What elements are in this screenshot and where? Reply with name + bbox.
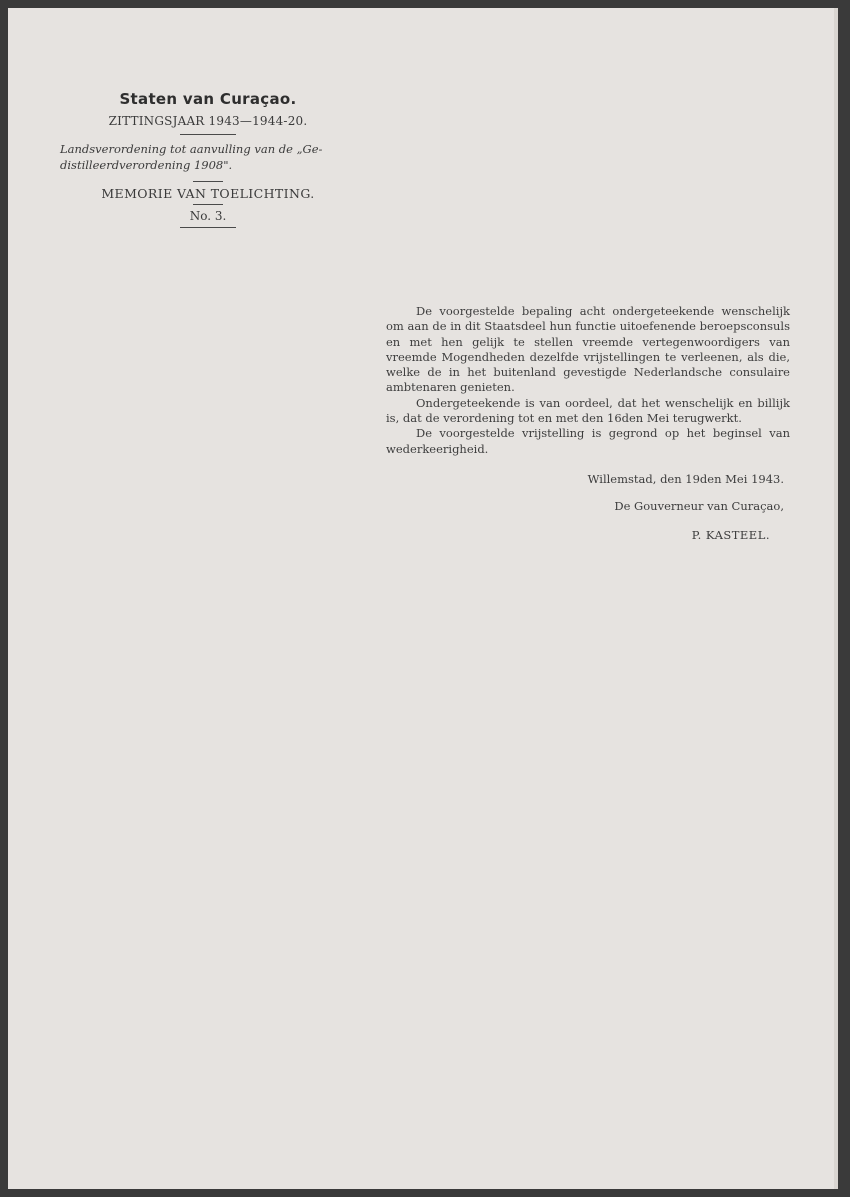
ordinance-title <box>58 141 358 173</box>
document-page <box>8 8 838 1189</box>
paragraph: De voorgestelde vrijstelling is gegrond op het beginsel van wederkeerigheid. <box>386 426 790 456</box>
body-text <box>386 304 790 457</box>
memorie-heading: MEMORIE VAN TOELICHTING. <box>101 186 315 201</box>
org-title: Staten van Curaçao. <box>119 90 297 108</box>
document-number: No. 3. <box>189 209 227 223</box>
page-edge <box>834 8 838 1189</box>
divider <box>180 134 236 135</box>
place-date: Willemstad, den 19den Mei 1943. <box>587 472 784 486</box>
paragraph: De voorgestelde bepaling acht ondergeteekende wenschelijk om aan de in dit Staatsdeel hun functie uitoefenende beroepsconsuls en met hen gelijk te stellen vreemde vertegenwoordigers van vreemde Mogendheden dezelfde vrijstellingen te verleenen, als die, welke de in het buitenland gevestigde Nederlandsche consulaire ambtenaren genieten. <box>386 304 790 395</box>
ordinance-title-line-2: distilleerdverordening 1908". <box>60 158 233 172</box>
divider <box>193 204 223 205</box>
document-header <box>58 88 358 228</box>
divider <box>180 227 236 228</box>
signatory: P. KASTEEL. <box>691 528 770 542</box>
session-number: ZITTINGSJAAR 1943—1944-20. <box>108 114 308 128</box>
governor-title: De Gouverneur van Curaçao, <box>614 499 784 513</box>
ordinance-title-line-1: Landsverordening tot aanvulling van de „Ge- <box>60 142 323 156</box>
divider <box>193 181 223 182</box>
paragraph: Ondergeteekende is van oordeel, dat het wenschelijk en billijk is, dat de verordening tot en met den 16den Mei terugwerkt. <box>386 395 790 426</box>
